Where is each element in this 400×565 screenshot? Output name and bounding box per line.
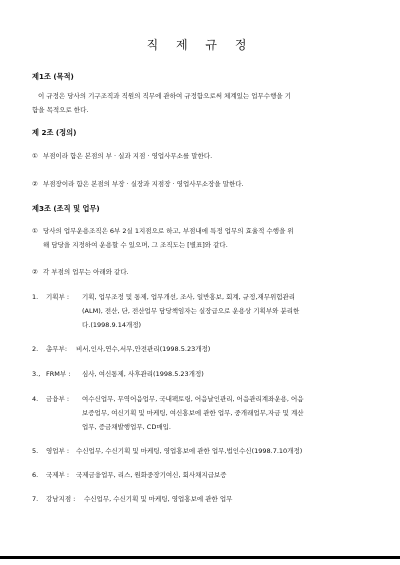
article1-heading: 제1조 (목적) bbox=[32, 72, 74, 81]
department-desc-line1: 수신업무, 수신기획 및 마케팅, 영업홍보에 관한 업무 bbox=[84, 495, 233, 503]
item-marker: ① bbox=[32, 152, 38, 160]
article3-heading: 제3조 (조직 및 업무) bbox=[32, 204, 100, 213]
item-text: 부점장이라 함은 본점의 부장 · 실장과 지점장 · 영업사무소장을 말한다. bbox=[43, 180, 244, 188]
department-name: 국제부 : bbox=[46, 471, 70, 479]
item-text: 각 부점의 업무는 아래와 같다. bbox=[43, 268, 129, 276]
department-index: 1. bbox=[32, 293, 39, 301]
department-desc-line3: 업무, 증금채발행업무, CD매입. bbox=[82, 423, 171, 431]
department-name: 영업부 : bbox=[46, 447, 70, 455]
department-desc-line3: 다.(1998.9.14개정) bbox=[82, 321, 142, 329]
page-bottom-border bbox=[0, 556, 400, 559]
department-index: 2. bbox=[32, 345, 39, 353]
department-desc-line1: 국제금융업무, 리스, 원화중장기여신, 회사채지급보증 bbox=[76, 471, 227, 479]
department-index: 3., bbox=[32, 370, 41, 378]
department-name: 금융부 : bbox=[46, 395, 70, 403]
department-index: 5. bbox=[32, 447, 39, 455]
department-desc-line2: 보증업무, 여신기획 및 마케팅, 여신홍보에 관한 업무, 중개래업무,자금 및 계산 bbox=[82, 409, 304, 417]
department-desc-line1: 수신업무, 수신기획 및 마케팅, 영업홍보에 관한 업무,법인수신(1998.7.10개정) bbox=[76, 447, 303, 455]
item-text: 부점이라 함은 본점의 부 · 실과 지점 · 영업사무소를 말한다. bbox=[43, 152, 213, 160]
item-text-line2: 해 담당을 지정하여 운용할 수 있으며, 그 조직도는 [별표]와 같다. bbox=[43, 241, 228, 249]
department-name: 기획부 : bbox=[46, 293, 70, 301]
item-marker: ② bbox=[32, 180, 38, 188]
article1-text-line2: 함을 목적으로 한다. bbox=[32, 106, 89, 114]
page-title: 직 제 규 정 bbox=[146, 38, 254, 52]
item-marker: ① bbox=[32, 227, 38, 235]
department-name: 총무부: bbox=[46, 345, 68, 353]
department-desc-line1: 심사, 여신통제, 사후관리(1998.5.23개정) bbox=[82, 370, 204, 378]
article1-text-line1: 이 규정은 당사의 기구조직과 직원의 직무에 관하여 규정함으로써 체계있는 업무수행을 기 bbox=[38, 92, 291, 100]
department-name: 강남지점 : bbox=[46, 495, 76, 503]
department-desc-line1: 기획, 업무조정 및 통제, 업무개선, 조사, 일반홍보, 회계, 규정,재무위험관리 bbox=[82, 293, 296, 301]
department-index: 4. bbox=[32, 395, 39, 403]
department-desc-line1: 여수신업무, 무역어음업무, 국내팩토링, 어음날인관리, 어음관리계좌운용, 어음 bbox=[82, 395, 304, 403]
department-desc-line2: (ALM), 전산, 단, 전산업무 담당책임자는 실장급으로 운용상 기획부와 분리한 bbox=[82, 307, 300, 315]
department-index: 6. bbox=[32, 471, 39, 479]
department-desc-line1: 비서,인사,연수,서무,안전관리(1998.5.23개정) bbox=[76, 345, 211, 353]
article2-heading: 제 2조 (정의) bbox=[32, 128, 77, 137]
department-name: FRM부 : bbox=[46, 370, 71, 378]
item-text-line1: 당사의 업무운용조직은 6부 2실 1지점으로 하고, 부점내에 특정 업무의 효율적 수행을 위 bbox=[43, 227, 294, 235]
item-marker: ② bbox=[32, 268, 38, 276]
department-index: 7. bbox=[32, 495, 39, 503]
